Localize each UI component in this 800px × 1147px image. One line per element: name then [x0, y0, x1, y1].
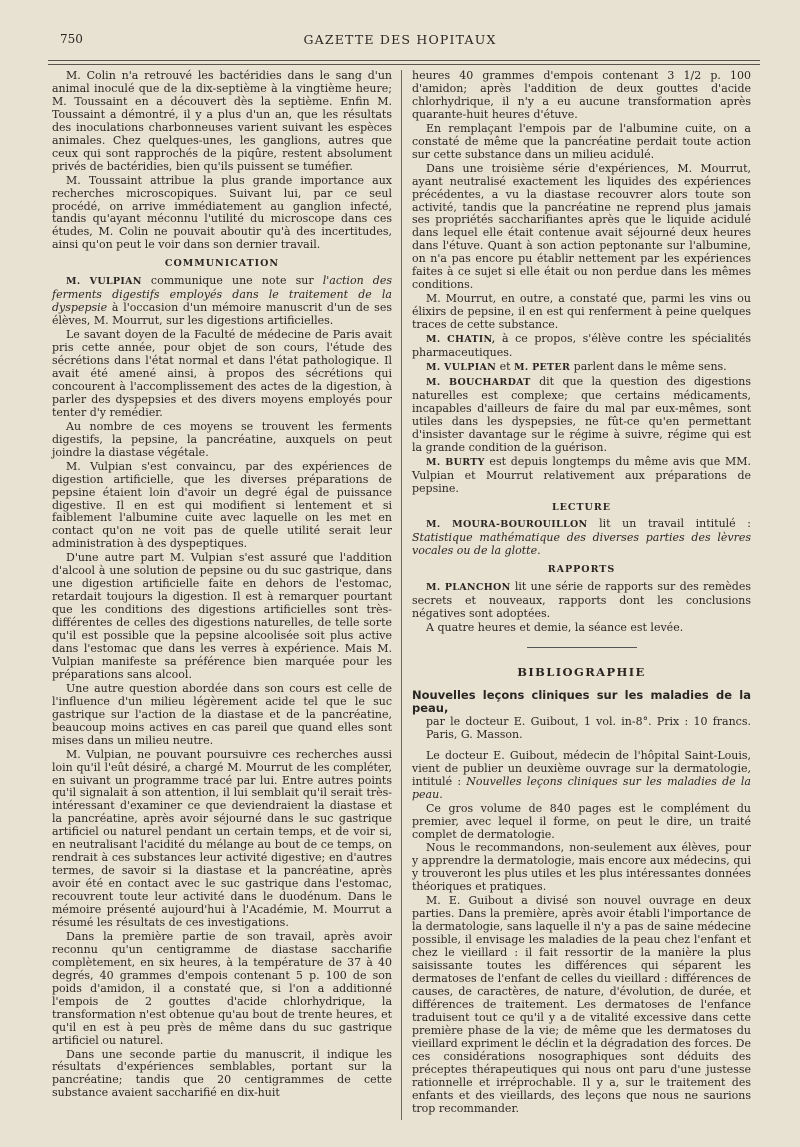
paragraph	[412, 750, 751, 802]
paragraph: M. Vulpian s'est convaincu, par des expériences de digestion artificielle, que les diverses préparations de pepsine étaient loin d'avoir un degré égal de puissance digestive. Il en est qui modifient si lentement et si faiblement l'albumine cuite avec laquelle on les met en contact qu'on ne voit pas de quelle utilité serait leur administration à des dyspeptiques.	[52, 459, 392, 551]
speaker-name: M. BOUCHARDAT	[426, 376, 531, 388]
text-run: Le docteur E. Guibout, médecin de l'hôpital Saint-Louis, vient de publier un deuxième ouvrage sur la dermatologie, intitulé :	[412, 748, 751, 788]
header-rule-double	[48, 64, 760, 65]
speaker-name: M. BURTY	[426, 456, 485, 468]
header-rule	[48, 60, 760, 61]
paragraph: M. Mourrut, en outre, a constaté que, parmi les vins ou élixirs de pepsine, il en est qui renferment à peine quelques traces de cette substance.	[412, 292, 751, 332]
paragraph: Dans la première partie de son travail, après avoir reconnu qu'un centigramme de diastase saccharifie complètement, en six heures, à la température de 37 à 40 degrés, 40 grammes d'empois contenant 5 p. 100 de son poids d'amidon, il a constaté que, si l'on a additionné l'empois de 2 gouttes d'acide chlorhydrique, la transformation n'est obtenue qu'au bout de trente heures, et qu'il en est à peu près de même dans du suc gastrique artificiel ou naturel.	[52, 929, 392, 1047]
paragraph	[412, 456, 751, 496]
paragraph	[412, 361, 751, 375]
paragraph: M. Toussaint attribue la plus grande importance aux recherches microscopiques. Suivant lui, par ce seul procédé, on arrive immédiatement au ganglion infecté, tandis qu'ayant méconnu l'utilité du microscope dans ces études, M. Colin ne pouvait aboutir qu'à des incertitudes, ainsi qu'on peut le voir dans son dernier travail.	[52, 173, 392, 252]
section-heading-bibliographie: BIBLIOGRAPHIE	[517, 665, 646, 680]
text-run: à ce propos, s'élève contre les spécialités pharmaceutiques.	[412, 332, 752, 360]
paragraph: A quatre heures et demie, la séance est levée.	[426, 621, 684, 635]
journal-title: GAZETTE DES HOPITAUX	[303, 32, 497, 47]
work-title: Statistique mathématique des diverses parties des lèvres vocales ou de la glotte.	[412, 531, 751, 558]
paragraph: Au nombre de ces moyens se trouvent les ferments digestifs, la pepsine, la pancréatine, auxquels on peut joindre la diastase végétale.	[52, 419, 392, 459]
paragraph	[412, 581, 751, 621]
paragraph	[412, 518, 751, 558]
speaker-name: M. VULPIAN	[66, 276, 142, 288]
paragraph	[412, 333, 751, 360]
book-title: Nouvelles leçons cliniques sur les maladies de la peau,	[412, 687, 751, 715]
section-heading-rapports: RAPPORTS	[547, 564, 616, 576]
speaker-name: M. CHATIN,	[426, 334, 496, 346]
page-number: 750	[60, 32, 83, 46]
speaker-name: M. MOURA-BOUROUILLON	[426, 519, 588, 531]
paragraph	[52, 275, 392, 328]
paragraph: Nous le recommandons, non-seulement aux élèves, pour y apprendre la dermatologie, mais encore aux médecins, qui y trouveront les plus utiles et les plus intéressantes données théoriques et pratiques.	[412, 841, 751, 894]
paragraph: Ce gros volume de 840 pages est le complément du premier, avec lequel il forme, on peut le dire, un traité complet de dermatologie.	[412, 801, 751, 841]
speaker-name: M. PETER	[514, 361, 571, 373]
text-run: communique une note sur	[141, 274, 323, 288]
paragraph: M. Colin n'a retrouvé les bactéridies dans le sang d'un animal inoculé que de la dix-septième à la vingtième heure; M. Toussaint en a découvert dès la septième. Enfin M. Toussaint a démontré, il y a plus d'un an, que les résultats des inoculations charbonneuses varient suivant les espèces animales. Chez quelques-unes, les ganglions, autres que ceux qui sont rapprochés de la piqûre, restent absolument privés de bactéridies, bien qu'ils puissent se tuméfier.	[52, 69, 392, 173]
left-column	[52, 70, 392, 1101]
text-run: est depuis longtemps du même avis que MM. Vulpian et Mourrut relativement aux préparations de pepsine.	[412, 454, 751, 495]
ornamental-rule	[412, 639, 751, 652]
paragraph: Le savant doyen de la Faculté de médecine de Paris avait pris cette année, pour objet de son cours, l'étude des sécrétions dans l'état normal et dans l'état pathologique. Il avait été amené ainsi, à propos des sécrétions qui concourent à l'accomplissement des actes de la digestion, à parler des dyspepsies et des divers moyens employés pour tenter d'y remédier.	[52, 328, 392, 419]
text-run: à l'occasion d'un mémoire manuscrit d'un de ses élèves, M. Mourrut, sur les digestions artificielles.	[52, 301, 392, 328]
speaker-name: M. VULPIAN	[426, 361, 497, 373]
paragraph: M. Vulpian, ne pouvant poursuivre ces recherches aussi loin qu'il l'eût désiré, a chargé M. Mourrut de les compléter, en suivant un programme tracé par lui. Entre autres points qu'il signalait à son attention, il lui semblait qu'il serait très-intéressant d'examiner ce que deviendraient la diastase et la pancréatine, après avoir séjourné dans le suc gastrique artificiel ou naturel pendant un certain temps, et de voir si, en neutralisant l'acidité du mélange au bout de ce temps, on rendrait à ces substances leur activité digestive; en d'autres termes, de savoir si la diastase et la pancréatine, après avoir été en contact avec le suc gastrique dans l'estomac, recouvrent toute leur activité dans le duodénum. Dans le mémoire présenté aujourd'hui à l'Académie, M. Mourrut a résumé les résultats de ces investigations.	[52, 747, 392, 929]
section-heading-communication: COMMUNICATION	[164, 258, 280, 270]
paragraph: M. E. Guibout a divisé son nouvel ouvrage en deux parties. Dans la première, après avoir établi l'importance de la dermatologie, sans laquelle il n'y a pas de saine médecine possible, il envisage les maladies de la peau chez l'enfant et chez le vieillard : il fait ressortir de la manière la plus saisissante toutes les différences qui séparent les dermatoses de l'enfant de celles du vieillard : différences de causes, de caractères, de nature, d'évolution, de durée, et différences de traitement. Les dermatoses de l'enfance traduisent tout ce qu'il y a de vitalité excessive dans cette première phase de la vie; de même que les dermatoses du vieillard expriment le déclin et la dégradation des forces. De ces considérations nosographiques sont déduits des préceptes thérapeutiques qui nous ont paru d'une justesse rationnelle et irréprochable. Il y a, sur le traitement des enfants et des vieillards, des leçons que nous ne saurions trop recommander.	[412, 894, 751, 1115]
text-run: lit une série de rapports sur des remèdes secrets et nouveaux, rapports dont les conclusions négatives sont adoptées.	[412, 580, 751, 621]
text-run: lit un travail intitulé :	[587, 517, 751, 531]
paragraph: heures 40 grammes d'empois contenant 3 1/2 p. 100 d'amidon; après l'addition de deux gouttes d'acide chlorhydrique, il n'y a eu aucune transformation après quarante-huit heures d'étuve.	[412, 69, 751, 121]
paragraph: En remplaçant l'empois par de l'albumine cuite, on a constaté de même que la pancréatine perdait toute action sur cette substance dans un milieu acidulé.	[412, 121, 751, 161]
text-run: parlent dans le même sens.	[570, 359, 727, 373]
paragraph: D'une autre part M. Vulpian s'est assuré que l'addition d'alcool à une solution de pepsine ou du suc gastrique, dans une digestion artificielle faite en dehors de l'estomac, retardait toujours la digestion. Il est à remarquer pourtant que les conditions des digestions artificielles sont très-différentes de celles des digestions naturelles, de telle sorte qu'il est possible que la pepsine alcoolisée soit plus active dans l'estomac que dans les verres à expérience. Mais M. Vulpian manifeste sa préférence bien marquée pour les préparations sans alcool.	[52, 551, 392, 681]
book-details: par le docteur E. Guibout, 1 vol. in-8°. Prix : 10 francs. Paris, G. Masson.	[426, 714, 751, 741]
section-heading-lecture: LECTURE	[552, 501, 611, 513]
paragraph: Dans une seconde partie du manuscrit, il indique les résultats d'expériences semblables, portant sur la pancréatine; tandis que 20 centigrammes de cette substance avaient saccharifié en dix-huit	[52, 1047, 392, 1100]
speaker-name: M. PLANCHON	[426, 582, 511, 594]
page-header	[40, 32, 760, 58]
right-column	[412, 70, 751, 1116]
text-run: et	[496, 359, 515, 373]
column-divider	[401, 70, 402, 1120]
paragraph: Une autre question abordée dans son cours est celle de l'influence d'un milieu légèrement acide tel que le suc gastrique sur l'action de la diastase et de la pancréatine, beaucoup moins actives en cas pareil que quand elles sont mises dans un milieu neutre.	[52, 681, 392, 747]
book-title-italic: Nouvelles leçons cliniques sur les maladies de la peau.	[412, 774, 751, 801]
note-title: l'action des ferments digestifs employés dans le traitement de la dyspepsie	[52, 274, 392, 315]
paragraph: Dans une troisième série d'expériences, M. Mourrut, ayant neutralisé exactement les liquides des expériences précédentes, a vu la diastase recouvrer alors toute son activité, tandis que la pancréatine ne reprend plus jamais ses propriétés saccharifiantes après que le liquide acidulé dans lequel elle était contenue avait séjourné deux heures dans l'étuve. Quant à son action peptonante sur l'albumine, on n'a pas encore pu établir nettement par les expériences faites à ce sujet si elle était ou non perdue dans les mêmes conditions.	[412, 161, 751, 292]
text-run: dit que la question des digestions naturelles est complexe; que certains médicaments, incapables d'ailleurs de faire du mal par eux-mêmes, sont utiles dans les dyspepsies, ne fût-ce qu'en permettant d'insister davantage sur le régime à suivre, régime qui est la grande condition de la guérison.	[412, 374, 751, 454]
paragraph	[412, 376, 751, 455]
